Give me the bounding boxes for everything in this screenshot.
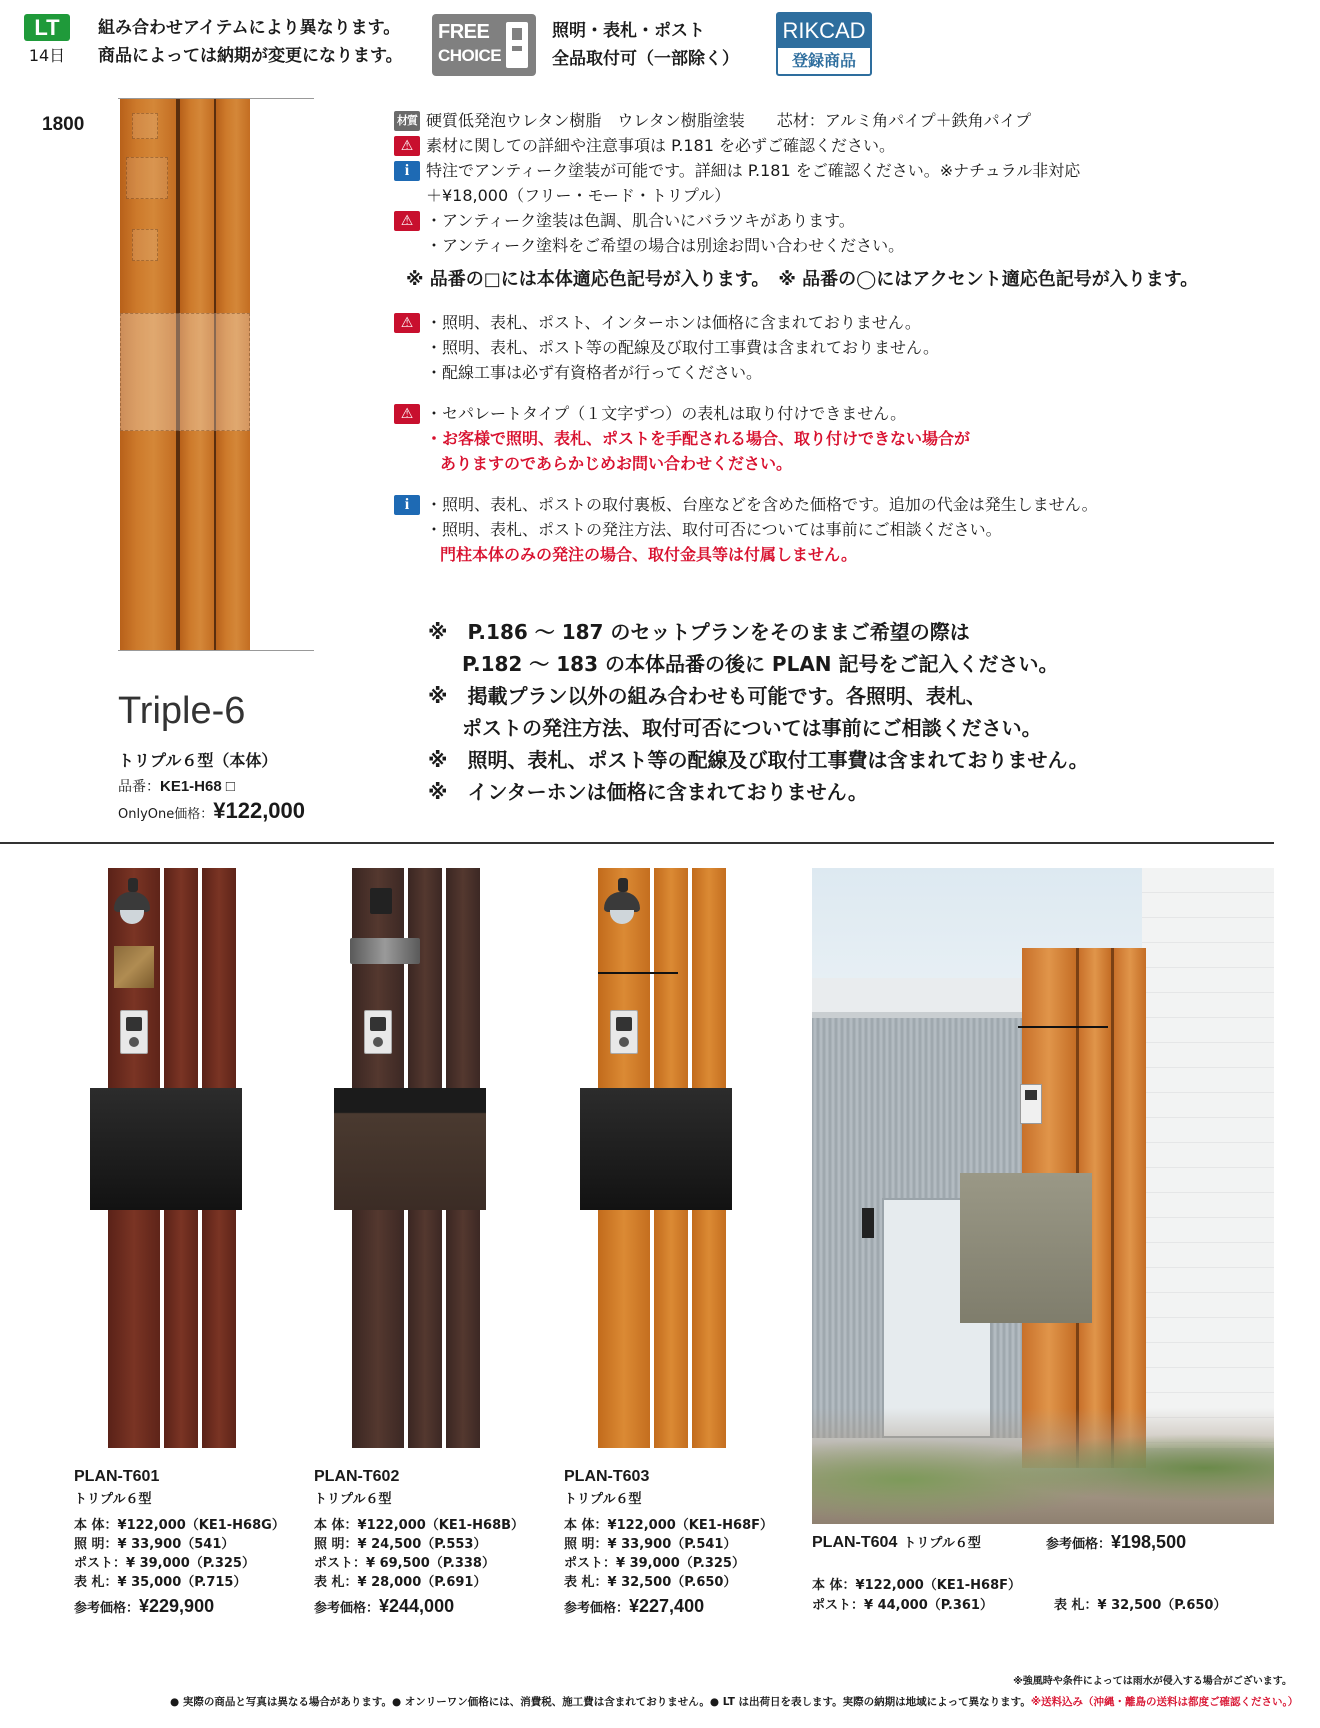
- plan-t603-body: 本 体：¥122,000（KE1-H68F）: [564, 1518, 774, 1533]
- antique-info-line1: 特注でアンティーク塗装が可能です。詳細は P.181 をご確認ください。※ナチュラル非対応: [426, 161, 1081, 180]
- plan-t602-ref-value: ¥244,000: [379, 1596, 455, 1616]
- footer-note-red: ※送料込み（沖縄・離島の送料は都度ご確認ください。）: [1030, 1696, 1299, 1708]
- warning-block-b: [394, 401, 1274, 476]
- post-placeholder: [120, 313, 250, 431]
- plan-t602-body: 本 体：¥122,000（KE1-H68B）: [314, 1518, 525, 1533]
- plan-t603-breakdown: [564, 1516, 773, 1592]
- plan-t603-ref-label: 参考価格：: [564, 1601, 630, 1616]
- mailbox-icon: [90, 1088, 242, 1210]
- lead-time-note-line2: 商品によっては納期が変更になります。: [98, 46, 403, 66]
- free-choice-description: [552, 17, 739, 73]
- warning-block-a: [394, 310, 1274, 385]
- plan-t601-breakdown: [74, 1516, 285, 1592]
- free-choice-line1: FREE: [438, 21, 490, 43]
- triple-6-pillar-image: [120, 99, 250, 650]
- photo-wall-lamp-icon: [862, 1208, 874, 1238]
- nameplate-icon: [598, 952, 678, 974]
- plan-t603-reference-price: [564, 1596, 704, 1617]
- intercom-icon: [364, 1010, 392, 1054]
- set-plan-note-2b: ポストの発注方法、取付可否については事前にご相談ください。: [462, 716, 1042, 740]
- product-code: [118, 776, 235, 796]
- plan-t603-type: トリプル６型: [564, 1492, 642, 1507]
- dimension-line-bottom: [118, 650, 314, 651]
- intercom-placeholder: [132, 229, 158, 261]
- product-notes: [394, 108, 1274, 567]
- plan-t603-title: PLAN-T603: [564, 1468, 650, 1485]
- set-plan-note-1a: ※ P.186 ～ 187 のセットプランをそのままご希望の際は: [428, 620, 970, 644]
- plan-t604-body: 本 体：¥122,000（KE1-H68F）: [812, 1578, 1022, 1593]
- plan-t601-ref-value: ¥229,900: [139, 1596, 215, 1616]
- lt-days: 14日: [28, 46, 66, 65]
- warning-b-line3: ありますのであらかじめお問い合わせください。: [440, 454, 793, 473]
- light-mount-placeholder: [132, 113, 158, 139]
- section-divider: [0, 842, 1274, 844]
- nameplate-placeholder: [126, 157, 168, 199]
- plan-t602-type: トリプル６型: [314, 1492, 392, 1507]
- plan-t604-ref-value: ¥198,500: [1111, 1532, 1187, 1552]
- antique-warning-line1: ・アンティーク塗装は色調、肌合いにバラツキがあります。: [426, 211, 855, 230]
- plan-t604-title: [812, 1532, 981, 1552]
- lt-label: LT: [24, 14, 70, 41]
- free-choice-desc-line1: 照明・表札・ポスト: [552, 21, 705, 41]
- plan-t602-title: PLAN-T602: [314, 1468, 400, 1485]
- plan-t602-image: [334, 868, 486, 1448]
- material-caution-row: [394, 133, 1274, 158]
- pillar-slat: [1114, 948, 1146, 1468]
- mailbox-icon: [580, 1088, 732, 1210]
- rikcad-title: RIKCAD: [778, 14, 870, 48]
- warning-b-line2: ・お客様で照明、表札、ポストを手配される場合、取り付けできない場合が: [426, 429, 971, 448]
- lead-time-note-line1: 組み合わせアイテムにより異なります。: [98, 18, 401, 38]
- info-c-line3: 門柱本体のみの発注の場合、取付金具等は付属しません。: [440, 545, 857, 564]
- antique-info-line2: ＋¥18,000（フリー・モード・トリプル）: [426, 186, 731, 205]
- warning-b-line1: ・セパレートタイプ（１文字ずつ）の表札は取り付けできません。: [426, 404, 907, 423]
- height-dimension: 1800: [42, 114, 85, 135]
- photo-intercom-icon: [1020, 1084, 1042, 1124]
- plan-t602-reference-price: [314, 1596, 454, 1617]
- material-text: 硬質低発泡ウレタン樹脂 ウレタン樹脂塗装 芯材：アルミ角パイプ＋鉄角パイプ: [426, 111, 1032, 130]
- material-caution-text: 素材に関しての詳細や注意事項は P.181 を必ずご確認ください。: [426, 136, 895, 155]
- free-choice-line2: CHOICE: [438, 46, 502, 65]
- product-subtitle: トリプル６型（本体）: [118, 751, 278, 770]
- set-plan-note-1b: P.182 ～ 183 の本体品番の後に PLAN 記号をご記入ください。: [462, 652, 1059, 676]
- set-plan-note-4: ※ インターホンは価格に含まれておりません。: [428, 780, 868, 804]
- plan-t603-plate: 表 札：¥ 32,500（P.650）: [564, 1575, 737, 1590]
- footer-note-top: ※強風時や条件によっては雨水が侵入する場合がございます。: [1013, 1676, 1292, 1687]
- footer-note-text: ● 実際の商品と写真は異なる場合があります。● オンリーワン価格には、消費税、施工費は含まれておりません。● LT は出荷日を表します。実際の納期は地域によって異なります。: [170, 1696, 1031, 1708]
- plan-t604-post: ポスト：¥ 44,000（P.361）: [812, 1598, 993, 1613]
- free-choice-badge: [432, 14, 536, 76]
- plan-t601-plate: 表 札：¥ 35,000（P.715）: [74, 1575, 247, 1590]
- rikcad-subtitle: 登録商品: [791, 51, 856, 70]
- lamp-icon: [370, 888, 392, 914]
- plan-t603-light: 照 明：¥ 33,900（P.541）: [564, 1537, 737, 1552]
- info-icon: i: [394, 161, 420, 181]
- free-choice-desc-line2: 全品取付可（一部除く）: [552, 49, 739, 69]
- plan-t603-post: ポスト：¥ 39,000（P.325）: [564, 1556, 745, 1571]
- color-code-note: ※ 品番の□には本体適応色記号が入ります。 ※ 品番の◯にはアクセント適応色記号が入ります。: [406, 269, 1199, 290]
- warning-a-line3: ・配線工事は必ず有資格者が行ってください。: [426, 363, 763, 382]
- photo-nameplate-icon: [1018, 1008, 1108, 1028]
- product-price-label: OnlyOne価格：: [118, 807, 214, 822]
- plan-t603-image: [580, 868, 732, 1448]
- plan-t603-ref-value: ¥227,400: [629, 1596, 705, 1616]
- set-plan-note-2a: ※ 掲載プラン以外の組み合わせも可能です。各照明、表札、: [428, 684, 986, 708]
- set-plan-notes: [428, 616, 1089, 808]
- plan-t604-reference-price: [1046, 1532, 1186, 1553]
- photo-siding-wall: [1142, 868, 1274, 1448]
- plan-t602-plate: 表 札：¥ 28,000（P.691）: [314, 1575, 487, 1590]
- lamp-icon: [604, 878, 640, 924]
- plan-t602-post: ポスト：¥ 69,500（P.338）: [314, 1556, 495, 1571]
- material-row: [394, 108, 1274, 133]
- lamp-icon: [114, 878, 150, 924]
- warning-a-line2: ・照明、表札、ポスト等の配線及び取付工事費は含まれておりません。: [426, 338, 939, 357]
- plan-t604-ref-label: 参考価格：: [1046, 1537, 1112, 1552]
- nameplate-icon: [350, 938, 420, 964]
- plan-t601-reference-price: [74, 1596, 214, 1617]
- plan-t601-ref-label: 参考価格：: [74, 1601, 140, 1616]
- product-code-value: KE1-H68 □: [160, 778, 235, 795]
- warning-icon: ⚠: [394, 136, 420, 156]
- plan-t604-photo: [812, 868, 1274, 1524]
- plan-t601-image: [90, 868, 242, 1448]
- photo-plants: [812, 1408, 1274, 1524]
- plan-t602-light: 照 明：¥ 24,500（P.553）: [314, 1537, 487, 1552]
- photo-mailbox-icon: [960, 1173, 1092, 1323]
- mailbox-icon: [334, 1088, 486, 1210]
- plan-t601-title: PLAN-T601: [74, 1468, 160, 1485]
- footer-note-bottom: [170, 1694, 1298, 1709]
- material-icon: 材質: [394, 111, 420, 131]
- plan-t604-title-text: PLAN-T604: [812, 1534, 898, 1551]
- post-pillar-icon: [506, 22, 528, 68]
- intercom-icon: [120, 1010, 148, 1054]
- info-icon: i: [394, 495, 420, 515]
- plan-t602-breakdown: [314, 1516, 524, 1592]
- product-code-label: 品番：: [118, 779, 160, 795]
- free-choice-text: [438, 20, 501, 68]
- info-c-line2: ・照明、表札、ポストの発注方法、取付可否については事前にご相談ください。: [426, 520, 1002, 539]
- product-name: Triple-6: [118, 690, 246, 732]
- plan-t602-ref-label: 参考価格：: [314, 1601, 380, 1616]
- plan-t604-type: トリプル６型: [903, 1536, 981, 1551]
- intercom-icon: [610, 1010, 638, 1054]
- antique-warning-line2: ・アンティーク塗料をご希望の場合は別途お問い合わせください。: [426, 236, 905, 255]
- plan-t601-light: 照 明：¥ 33,900（541）: [74, 1537, 235, 1552]
- warning-a-line1: ・照明、表札、ポスト、インターホンは価格に含まれておりません。: [426, 313, 921, 332]
- plan-t601-type: トリプル６型: [74, 1492, 152, 1507]
- info-block-c: [394, 492, 1274, 567]
- warning-icon: ⚠: [394, 404, 420, 424]
- lead-time-badge: [24, 14, 70, 65]
- plan-t604-plate: 表 札：¥ 32,500（P.650）: [1054, 1598, 1227, 1613]
- set-plan-note-3: ※ 照明、表札、ポスト等の配線及び取付工事費は含まれておりません。: [428, 748, 1089, 772]
- warning-icon: ⚠: [394, 211, 420, 231]
- warning-icon: ⚠: [394, 313, 420, 333]
- nameplate-icon: [114, 946, 154, 988]
- antique-warning-row: [394, 208, 1274, 258]
- product-price-value: ¥122,000: [213, 798, 306, 823]
- plan-t601-post: ポスト：¥ 39,000（P.325）: [74, 1556, 255, 1571]
- plan-t601-body: 本 体：¥122,000（KE1-H68G）: [74, 1518, 285, 1533]
- info-c-line1: ・照明、表札、ポストの取付裏板、台座などを含めた価格です。追加の代金は発生しません。: [426, 495, 1098, 514]
- product-price: [118, 798, 305, 824]
- antique-info-row: [394, 158, 1274, 208]
- lead-time-note: [98, 14, 403, 70]
- rikcad-badge: [776, 12, 872, 76]
